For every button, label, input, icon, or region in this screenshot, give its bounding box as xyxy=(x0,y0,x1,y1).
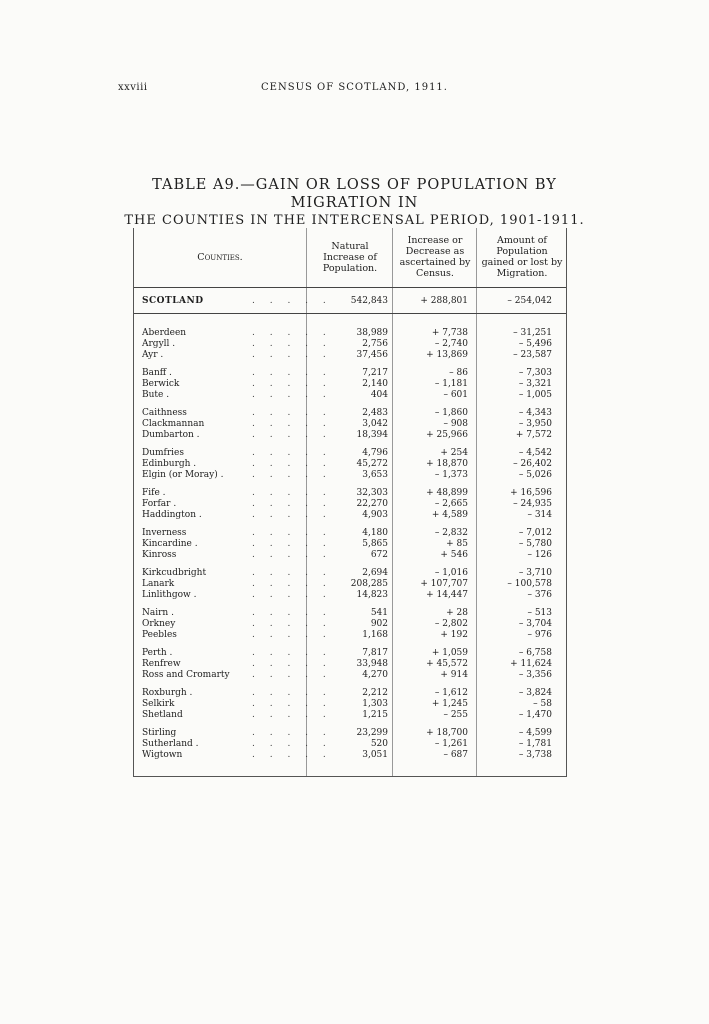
leader-dots: . . . . . xyxy=(252,328,332,338)
leader-dots: . . . . . xyxy=(252,750,332,760)
county-name: Linlithgow . xyxy=(142,590,197,600)
migration-value: + 11,624 xyxy=(510,659,552,669)
table-row xyxy=(134,448,566,459)
natural-increase-value: 4,903 xyxy=(362,510,388,520)
migration-value: – 3,824 xyxy=(518,688,552,698)
table-row xyxy=(134,350,566,361)
header-counties: Counties. xyxy=(197,252,243,263)
table-row xyxy=(134,419,566,430)
natural-increase-value: 3,042 xyxy=(362,419,388,429)
natural-increase-value: 2,212 xyxy=(362,688,388,698)
census-change-value: + 546 xyxy=(440,550,468,560)
migration-value: – 5,496 xyxy=(518,339,552,349)
table-row xyxy=(134,499,566,510)
leader-dots: . . . . . xyxy=(252,648,332,658)
leader-dots: . . . . . xyxy=(252,590,332,600)
table-title-line-2: THE COUNTIES IN THE INTERCENSAL PERIOD, 1901-1911. xyxy=(124,213,585,228)
natural-increase-value: 3,653 xyxy=(362,470,388,480)
county-name: Wigtown xyxy=(142,750,183,760)
county-name: Bute . xyxy=(142,390,170,400)
county-name: Renfrew xyxy=(142,659,181,669)
header-natural-increase: Natural Increase of Population. xyxy=(322,241,378,274)
migration-table xyxy=(133,228,567,777)
natural-increase-value: 1,303 xyxy=(362,699,388,709)
leader-dots: . . . . . xyxy=(252,568,332,578)
header-census-change: Increase or Decrease as ascertained by Census. xyxy=(399,235,471,279)
county-name: Haddington . xyxy=(142,510,202,520)
natural-increase-value: 208,285 xyxy=(350,579,388,589)
page-number: xxviii xyxy=(118,82,148,93)
table-row xyxy=(134,390,566,401)
migration-value: – 3,356 xyxy=(518,670,552,680)
table-row xyxy=(134,528,566,539)
leader-dots: . . . . . xyxy=(252,488,332,498)
leader-dots: . . . . . xyxy=(252,368,332,378)
census-change-value: + 18,700 xyxy=(426,728,468,738)
county-name: Ross and Cromarty xyxy=(142,670,230,680)
county-name: Forfar . xyxy=(142,499,177,509)
table-row xyxy=(134,550,566,561)
leader-dots: . . . . . xyxy=(252,499,332,509)
natural-increase-value: 1,168 xyxy=(362,630,388,640)
census-change-value: – 2,740 xyxy=(434,339,468,349)
natural-increase-value: 2,140 xyxy=(362,379,388,389)
table-title xyxy=(100,176,609,230)
migration-value: + 7,572 xyxy=(515,430,552,440)
migration-value: – 100,578 xyxy=(507,579,552,589)
table-row xyxy=(134,670,566,681)
leader-dots: . . . . . xyxy=(252,350,332,360)
migration-value: – 3,950 xyxy=(518,419,552,429)
census-change-value: + 4,589 xyxy=(431,510,468,520)
table-row xyxy=(134,328,566,339)
table-row xyxy=(134,579,566,590)
census-change-value: – 1,373 xyxy=(434,470,468,480)
county-name: Aberdeen xyxy=(142,328,187,338)
running-head xyxy=(0,82,709,98)
county-name: Banff . xyxy=(142,368,172,378)
census-change-value: – 255 xyxy=(443,710,468,720)
migration-value: – 31,251 xyxy=(513,328,552,338)
leader-dots: . . . . . xyxy=(252,579,332,589)
migration-value: – 24,935 xyxy=(513,499,552,509)
natural-increase-value: 23,299 xyxy=(356,728,388,738)
migration-value: + 16,596 xyxy=(510,488,552,498)
migration-value: – 23,587 xyxy=(513,350,552,360)
county-name: Inverness xyxy=(142,528,187,538)
leader-dots: . . . . . xyxy=(252,510,332,520)
migration-value: – 254,042 xyxy=(507,296,552,306)
table-row xyxy=(134,619,566,630)
table-row xyxy=(134,368,566,379)
leader-dots: . . . . . xyxy=(252,339,332,349)
leader-dots: . . . . . xyxy=(252,390,332,400)
census-change-value: + 7,738 xyxy=(431,328,468,338)
natural-increase-value: 2,694 xyxy=(362,568,388,578)
census-change-value: – 601 xyxy=(443,390,468,400)
leader-dots: . . . . . xyxy=(252,659,332,669)
leader-dots: . . . . . xyxy=(252,728,332,738)
natural-increase-value: 4,796 xyxy=(362,448,388,458)
census-change-value: + 254 xyxy=(440,448,468,458)
census-change-value: + 85 xyxy=(446,539,468,549)
census-change-value: + 1,059 xyxy=(431,648,468,658)
census-change-value: – 908 xyxy=(443,419,468,429)
census-change-value: + 18,870 xyxy=(426,459,468,469)
natural-increase-value: 672 xyxy=(370,550,388,560)
county-name: Argyll . xyxy=(142,339,176,349)
census-change-value: – 687 xyxy=(443,750,468,760)
county-name: Elgin (or Moray) . xyxy=(142,470,224,480)
migration-value: – 5,780 xyxy=(518,539,552,549)
census-change-value: – 1,261 xyxy=(434,739,468,749)
natural-increase-value: 1,215 xyxy=(362,710,388,720)
table-row xyxy=(134,728,566,739)
migration-value: – 7,303 xyxy=(518,368,552,378)
migration-value: – 126 xyxy=(527,550,552,560)
natural-increase-value: 5,865 xyxy=(362,539,388,549)
leader-dots: . . . . . xyxy=(252,670,332,680)
header-migration: Amount of Population gained or lost by Migration. xyxy=(481,235,563,279)
leader-dots: . . . . . xyxy=(252,419,332,429)
census-change-value: – 86 xyxy=(449,368,468,378)
migration-value: – 314 xyxy=(527,510,552,520)
census-change-value: – 2,802 xyxy=(434,619,468,629)
census-change-value: + 192 xyxy=(440,630,468,640)
table-row xyxy=(134,470,566,481)
natural-increase-value: 541 xyxy=(370,608,388,618)
natural-increase-value: 37,456 xyxy=(356,350,388,360)
county-name: Stirling xyxy=(142,728,177,738)
natural-increase-value: 38,989 xyxy=(356,328,388,338)
leader-dots: . . . . . xyxy=(252,710,332,720)
county-name: Ayr . xyxy=(142,350,164,360)
county-name: Peebles xyxy=(142,630,177,640)
migration-value: – 1,781 xyxy=(518,739,552,749)
county-name: Perth . xyxy=(142,648,173,658)
table-row xyxy=(134,459,566,470)
table-row xyxy=(134,430,566,441)
natural-increase-value: 4,270 xyxy=(362,670,388,680)
natural-increase-value: 4,180 xyxy=(362,528,388,538)
county-name: Kinross xyxy=(142,550,177,560)
total-row xyxy=(134,296,566,307)
table-row xyxy=(134,539,566,550)
county-name: Orkney xyxy=(142,619,176,629)
census-change-value: + 914 xyxy=(440,670,468,680)
table-row xyxy=(134,750,566,761)
census-change-value: + 28 xyxy=(446,608,468,618)
table-row xyxy=(134,488,566,499)
table-row xyxy=(134,710,566,721)
migration-value: – 3,738 xyxy=(518,750,552,760)
leader-dots: . . . . . xyxy=(252,528,332,538)
census-change-value: + 14,447 xyxy=(426,590,468,600)
table-row xyxy=(134,339,566,350)
natural-increase-value: 2,483 xyxy=(362,408,388,418)
county-name: Kincardine . xyxy=(142,539,198,549)
migration-value: – 5,026 xyxy=(518,470,552,480)
table-row xyxy=(134,648,566,659)
leader-dots: . . . . . xyxy=(252,608,332,618)
migration-value: – 3,710 xyxy=(518,568,552,578)
natural-increase-value: 2,756 xyxy=(362,339,388,349)
county-name: Fife . xyxy=(142,488,166,498)
table-title-line-1: TABLE A9.—GAIN OR LOSS OF POPULATION BY MIGRATION IN xyxy=(152,177,557,211)
county-name: Kirkcudbright xyxy=(142,568,207,578)
county-name: Sutherland . xyxy=(142,739,199,749)
migration-value: – 376 xyxy=(527,590,552,600)
migration-value: – 513 xyxy=(527,608,552,618)
table-row xyxy=(134,510,566,521)
migration-value: – 3,321 xyxy=(518,379,552,389)
table-row xyxy=(134,568,566,579)
leader-dots: . . . . . xyxy=(252,739,332,749)
leader-dots: . . . . . xyxy=(252,539,332,549)
census-change-value: + 107,707 xyxy=(420,579,468,589)
census-change-value: – 1,016 xyxy=(434,568,468,578)
header-rule xyxy=(134,287,566,288)
table-row xyxy=(134,608,566,619)
migration-value: – 6,758 xyxy=(518,648,552,658)
natural-increase-value: 45,272 xyxy=(356,459,388,469)
migration-value: – 4,343 xyxy=(518,408,552,418)
census-change-value: – 2,832 xyxy=(434,528,468,538)
census-change-value: + 25,966 xyxy=(426,430,468,440)
census-change-value: – 2,665 xyxy=(434,499,468,509)
natural-increase-value: 32,303 xyxy=(356,488,388,498)
table-row xyxy=(134,688,566,699)
natural-increase-value: 7,817 xyxy=(362,648,388,658)
migration-value: – 1,005 xyxy=(518,390,552,400)
natural-increase-value: 22,270 xyxy=(356,499,388,509)
leader-dots: . . . . . xyxy=(252,630,332,640)
table-row xyxy=(134,699,566,710)
leader-dots: . . . . . xyxy=(252,448,332,458)
natural-increase-value: 3,051 xyxy=(362,750,388,760)
migration-value: – 976 xyxy=(527,630,552,640)
natural-increase-value: 520 xyxy=(370,739,388,749)
running-title: CENSUS OF SCOTLAND, 1911. xyxy=(261,82,448,93)
census-change-value: + 13,869 xyxy=(426,350,468,360)
natural-increase-value: 14,823 xyxy=(356,590,388,600)
natural-increase-value: 404 xyxy=(370,390,388,400)
leader-dots: . . . . . xyxy=(252,459,332,469)
census-change-value: + 48,899 xyxy=(426,488,468,498)
county-name: Roxburgh . xyxy=(142,688,193,698)
leader-dots: . . . . . xyxy=(252,296,332,306)
migration-value: – 58 xyxy=(533,699,552,709)
county-name: Berwick xyxy=(142,379,180,389)
leader-dots: . . . . . xyxy=(252,379,332,389)
census-change-value: + 1,245 xyxy=(431,699,468,709)
migration-value: – 26,402 xyxy=(513,459,552,469)
county-name: SCOTLAND xyxy=(142,296,204,306)
table-row xyxy=(134,630,566,641)
county-name: Shetland xyxy=(142,710,183,720)
county-name: Lanark xyxy=(142,579,175,589)
county-name: Caithness xyxy=(142,408,187,418)
migration-value: – 4,542 xyxy=(518,448,552,458)
migration-value: – 7,012 xyxy=(518,528,552,538)
table-row xyxy=(134,739,566,750)
table-row xyxy=(134,408,566,419)
table-row xyxy=(134,379,566,390)
leader-dots: . . . . . xyxy=(252,619,332,629)
leader-dots: . . . . . xyxy=(252,550,332,560)
leader-dots: . . . . . xyxy=(252,430,332,440)
county-name: Nairn . xyxy=(142,608,174,618)
census-change-value: + 45,572 xyxy=(426,659,468,669)
natural-increase-value: 33,948 xyxy=(356,659,388,669)
leader-dots: . . . . . xyxy=(252,470,332,480)
migration-value: – 4,599 xyxy=(518,728,552,738)
natural-increase-value: 18,394 xyxy=(356,430,388,440)
table-row xyxy=(134,659,566,670)
census-change-value: – 1,612 xyxy=(434,688,468,698)
county-name: Selkirk xyxy=(142,699,175,709)
migration-value: – 3,704 xyxy=(518,619,552,629)
leader-dots: . . . . . xyxy=(252,699,332,709)
table-row xyxy=(134,590,566,601)
county-name: Clackmannan xyxy=(142,419,205,429)
natural-increase-value: 542,843 xyxy=(350,296,388,306)
census-change-value: – 1,181 xyxy=(434,379,468,389)
total-rule xyxy=(134,313,566,314)
census-change-value: + 288,801 xyxy=(420,296,468,306)
county-name: Edinburgh . xyxy=(142,459,197,469)
leader-dots: . . . . . xyxy=(252,688,332,698)
natural-increase-value: 7,217 xyxy=(362,368,388,378)
leader-dots: . . . . . xyxy=(252,408,332,418)
census-change-value: – 1,860 xyxy=(434,408,468,418)
migration-value: – 1,470 xyxy=(518,710,552,720)
county-name: Dumfries xyxy=(142,448,185,458)
county-name: Dumbarton . xyxy=(142,430,200,440)
natural-increase-value: 902 xyxy=(370,619,388,629)
